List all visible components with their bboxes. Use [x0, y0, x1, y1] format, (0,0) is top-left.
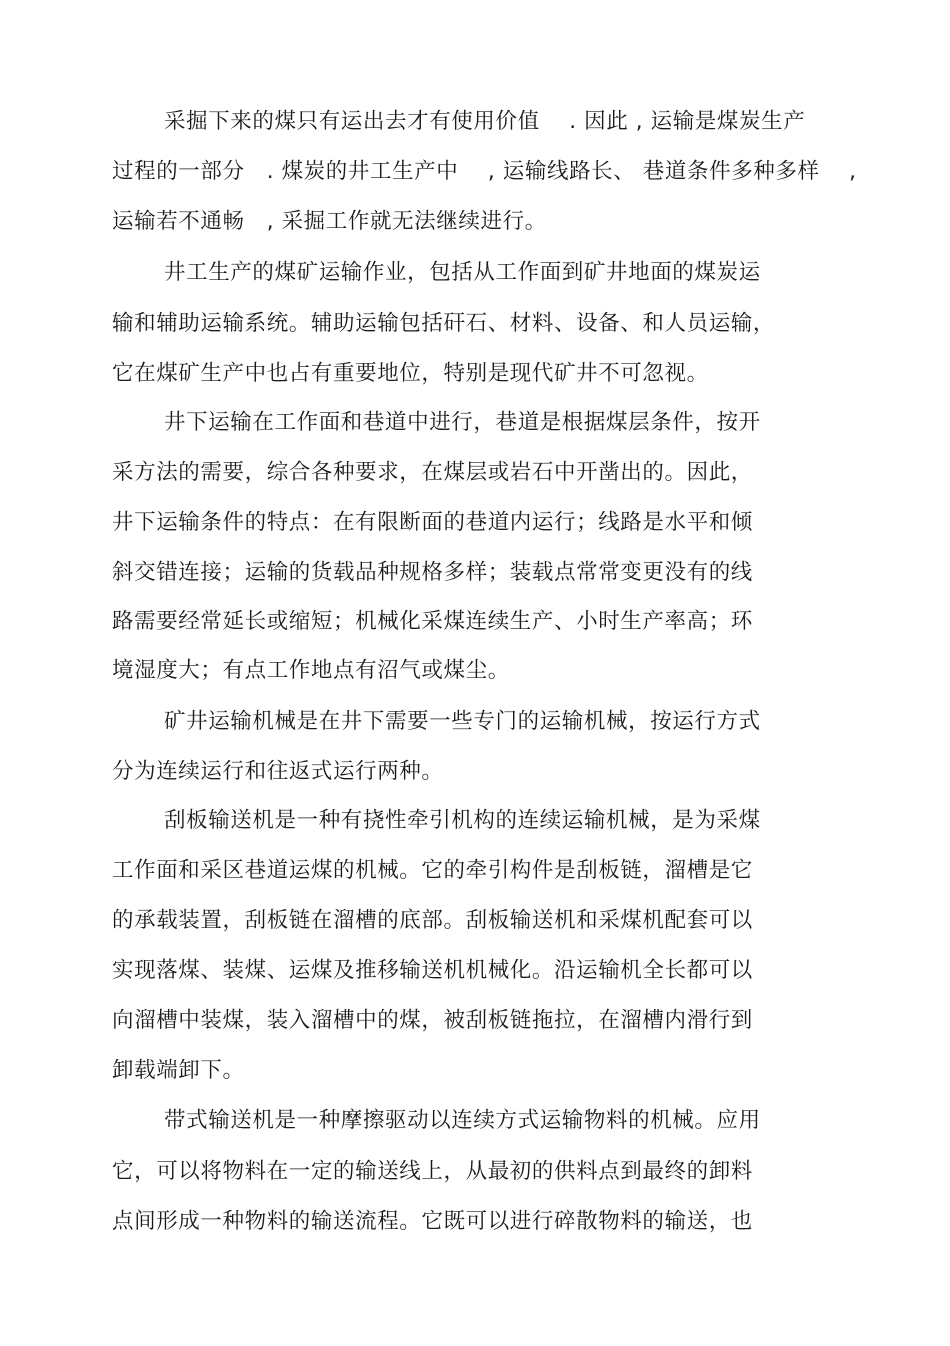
- text-line: 分为连续运行和往返式运行两种。: [112, 759, 444, 784]
- text-line: 实现落煤、装煤、运煤及推移输送机机械化。沿运输机全长都可以: [112, 958, 753, 983]
- text-line: 输和辅助运输系统。辅助运输包括矸石、材料、设备、和人员运输，: [112, 311, 776, 336]
- text-line: 向溜槽中装煤，装入溜槽中的煤，被刮板链拖拉，在溜槽内滑行到: [112, 1008, 753, 1033]
- text-line: 路需要经常延长或缩短；机械化采煤连续生产、小时生产率高；环: [112, 609, 753, 634]
- text-line: 采掘下来的煤只有运出去才有使用价值 . 因此 , 运输是煤炭生产: [164, 109, 806, 134]
- text-line: 卸载端卸下。: [112, 1058, 245, 1083]
- text-line: 工作面和采区巷道运煤的机械。它的牵引构件是刮板链，溜槽是它: [112, 858, 753, 883]
- text-line: 采方法的需要，综合各种要求，在煤层或岩石中开凿出的。因此，: [112, 460, 753, 485]
- text-line: 境湿度大；有点工作地点有沼气或煤尘。: [112, 658, 510, 683]
- text-line: 带式输送机是一种摩擦驱动以连续方式运输物料的机械。应用: [164, 1108, 761, 1133]
- text-line: 斜交错连接；运输的货载品种规格多样；装载点常常变更没有的线: [112, 560, 753, 585]
- text-line: 井下运输条件的特点：在有限断面的巷道内运行；线路是水平和倾: [112, 510, 753, 535]
- text-line: 井下运输在工作面和巷道中进行，巷道是根据煤层条件，按开: [164, 410, 761, 435]
- text-line: 运输若不通畅 , 采掘工作就无法继续进行。: [112, 209, 547, 234]
- text-line: 井工生产的煤矿运输作业，包括从工作面到矿井地面的煤炭运: [164, 260, 761, 285]
- text-line: 点间形成一种物料的输送流程。它既可以进行碎散物料的输送，也: [112, 1209, 753, 1234]
- text-line: 的承载装置，刮板链在溜槽的底部。刮板输送机和采煤机配套可以: [112, 908, 753, 933]
- text-line: 它在煤矿生产中也占有重要地位，特别是现代矿井不可忽视。: [112, 361, 709, 386]
- text-line: 矿井运输机械是在井下需要一些专门的运输机械，按运行方式: [164, 709, 761, 734]
- text-line: 它，可以将物料在一定的输送线上，从最初的供料点到最终的卸料: [112, 1159, 753, 1184]
- text-line: 过程的一部分 . 煤炭的井工生产中 , 运输线路长、 巷道条件多种多样 ,: [112, 159, 857, 184]
- text-line: 刮板输送机是一种有挠性牵引机构的连续运输机械，是为采煤: [164, 808, 761, 833]
